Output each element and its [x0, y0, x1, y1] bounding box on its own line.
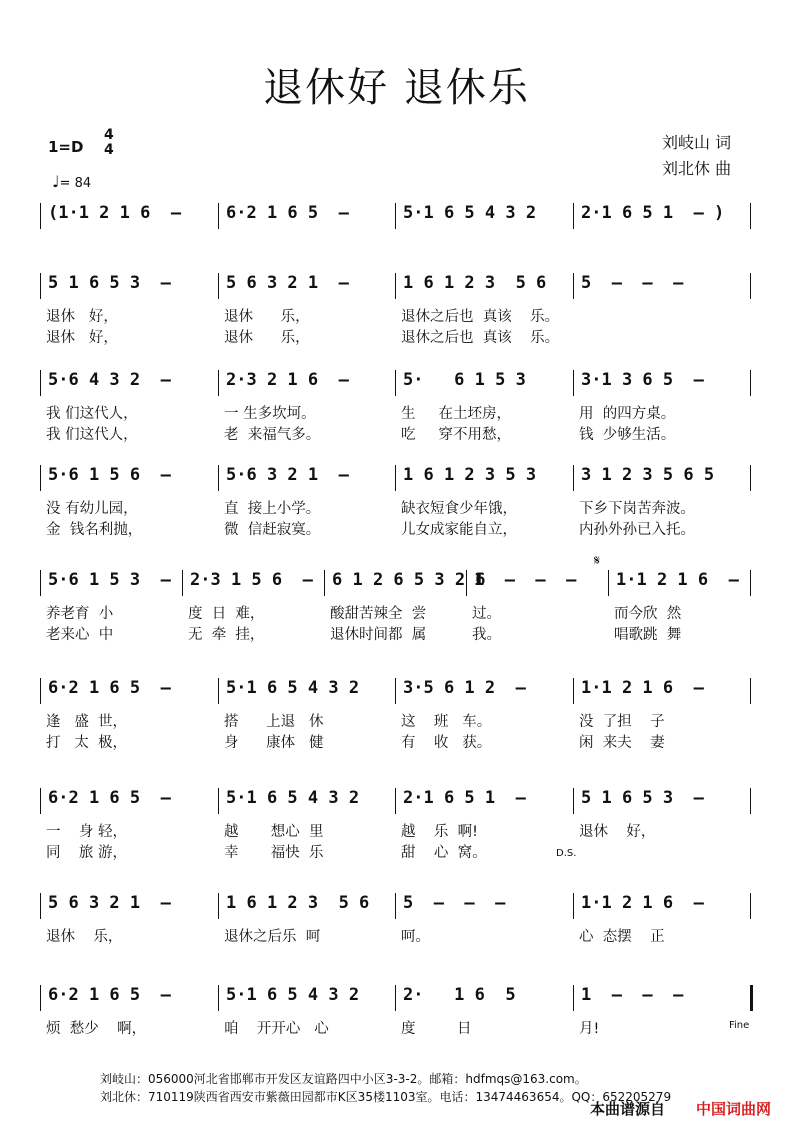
bar-line: [395, 273, 396, 299]
lyric-verse-2: 同 旅 游，: [46, 845, 128, 861]
bar-line: [750, 985, 753, 1011]
measure-notes: 2·1 6 5 1 – ): [581, 203, 725, 223]
lyric-verse-1: 呵。: [401, 929, 430, 945]
measure-notes: 3·1 3 6 5 –: [581, 370, 704, 390]
measure-notes: 1 6 1 2 3 5 3: [403, 465, 537, 485]
lyric-verse-1: 烦 愁少 啊，: [46, 1021, 147, 1037]
lyric-verse-1: 而今欣 然: [614, 606, 682, 622]
lyric-verse-2: 老 来福气多。: [224, 427, 321, 443]
bar-line: [395, 370, 396, 396]
bar-line: [750, 203, 751, 229]
measure-notes: 2·3 2 1 6 –: [226, 370, 349, 390]
measure-notes: 5·1 6 5 4 3 2: [226, 678, 360, 698]
bar-line: [395, 465, 396, 491]
bar-line: [218, 788, 219, 814]
lyric-verse-2: 无 牵 挂，: [188, 627, 265, 643]
bar-line: [573, 465, 574, 491]
measure-notes: 1·1 2 1 6 –: [581, 678, 704, 698]
bar-line: [218, 678, 219, 704]
bar-line: [573, 273, 574, 299]
lyric-verse-1: 用 的四方桌。: [579, 406, 676, 422]
bar-line: [40, 893, 41, 919]
lyric-verse-2: 内孙外孙已入托。: [579, 522, 695, 538]
time-signature-bottom: 4: [104, 142, 114, 158]
lyric-verse-1: 没 有幼儿园，: [46, 501, 138, 517]
bar-line: [40, 678, 41, 704]
measure-notes: 1 6 1 2 3 5 6: [403, 273, 547, 293]
music-system: [40, 985, 755, 1055]
bar-line: [182, 570, 183, 596]
lyric-verse-1: 退休之后乐 呵: [224, 929, 321, 945]
quarter-note-icon: ♩: [52, 172, 60, 191]
measure-notes: 5 1 6 5 3 –: [581, 788, 704, 808]
bar-line: [324, 570, 325, 596]
footer-address-2: 刘北休：710119陕西省西安市紫薇田园都市K区35楼1103室。电话：13474463654。QQ：652205279: [100, 1090, 672, 1104]
bar-line: [573, 893, 574, 919]
bar-line: [218, 893, 219, 919]
bar-line: [573, 203, 574, 229]
lyric-verse-1: 直 接上小学。: [224, 501, 321, 517]
lyric-verse-1: 咱 开开心 心: [224, 1021, 329, 1037]
lyric-verse-2: 钱 少够生活。: [579, 427, 676, 443]
bar-line: [40, 465, 41, 491]
music-system: [40, 370, 755, 443]
composer-credit: 刘北休 曲: [662, 159, 732, 178]
measure-notes: 1 – – –: [581, 985, 684, 1005]
bar-line: [395, 893, 396, 919]
bar-line: [218, 465, 219, 491]
bar-line: [395, 985, 396, 1011]
music-system: [40, 465, 755, 538]
measure-notes: 5·6 1 5 3 –: [48, 570, 171, 590]
lyric-verse-2: 退休时间都 属: [330, 627, 427, 643]
lyric-verse-1: 逢 盛 世，: [46, 714, 128, 730]
measure-notes: 5·1 6 5 4 3 2: [226, 788, 360, 808]
measure-notes: 5 6 3 2 1 –: [48, 893, 171, 913]
measure-notes: 2· 1 6 5: [403, 985, 516, 1005]
lyric-verse-2: 幸 福快 乐: [224, 845, 324, 861]
tempo-text: = 84: [59, 176, 92, 191]
segno-icon: 𝄋: [594, 553, 601, 569]
lyric-verse-1: 下乡下岗苦奔波。: [579, 501, 695, 517]
lyric-verse-2: 退休 好，: [46, 330, 118, 346]
music-system: [40, 570, 755, 643]
footer-address-1: 刘岐山：056000河北省邯郸市开发区友谊路四中小区3-3-2。邮箱：hdfmqs@163.com。: [100, 1072, 587, 1086]
measure-notes: 6·2 1 6 5 –: [48, 985, 171, 1005]
da-segno-mark: D.S.: [556, 848, 577, 859]
measure-notes: 6 1 2 6 5 3 2 6: [332, 570, 486, 590]
bar-line: [40, 788, 41, 814]
lyric-verse-1: 度 日 难，: [188, 606, 265, 622]
bar-line: [218, 203, 219, 229]
lyric-verse-2: 金 钱名利抛，: [46, 522, 143, 538]
measure-notes: 3·5 6 1 2 –: [403, 678, 526, 698]
lyric-verse-1: 退休 乐，: [224, 309, 310, 325]
bar-line: [40, 273, 41, 299]
measure-notes: 2·1 6 5 1 –: [403, 788, 526, 808]
lyric-verse-2: 唱歌跳 舞: [614, 627, 682, 643]
music-system: [40, 273, 755, 346]
fine-mark: Fine: [729, 1020, 750, 1031]
bar-line: [750, 273, 751, 299]
lyric-verse-1: 生 在土坯房，: [401, 406, 512, 422]
lyric-verse-1: 退休 好，: [46, 309, 118, 325]
music-system: [40, 678, 755, 751]
time-signature-top: 4: [104, 127, 114, 143]
measure-notes: 5 6 3 2 1 –: [226, 273, 349, 293]
lyric-verse-1: 养老育 小: [46, 606, 114, 622]
lyric-verse-2: 我。: [472, 627, 501, 643]
lyric-verse-2: 吃 穿不用愁，: [401, 427, 512, 443]
bar-line: [218, 985, 219, 1011]
measure-notes: 5·1 6 5 4 3 2: [226, 985, 360, 1005]
lyric-verse-1: 这 班 车。: [401, 714, 492, 730]
lyric-verse-1: 没 了担 子: [579, 714, 665, 730]
bar-line: [218, 370, 219, 396]
lyric-verse-1: 一 身 轻，: [46, 824, 128, 840]
tempo-marking: [52, 172, 91, 191]
lyric-verse-1: 月!: [579, 1021, 600, 1037]
lyric-verse-1: 越 想心 里: [224, 824, 324, 840]
bar-line: [750, 893, 751, 919]
measure-notes: 5 – – –: [581, 273, 684, 293]
lyric-verse-2: 退休 乐，: [224, 330, 310, 346]
measure-notes: 5 1 6 5 3 –: [48, 273, 171, 293]
bar-line: [573, 678, 574, 704]
bar-line: [40, 985, 41, 1011]
lyric-verse-1: 退休 乐，: [46, 929, 123, 945]
measure-notes: 5·6 4 3 2 –: [48, 370, 171, 390]
measure-notes: 5·6 1 5 6 –: [48, 465, 171, 485]
bar-line: [40, 203, 41, 229]
lyric-verse-2: 打 太 极，: [46, 735, 128, 751]
lyric-verse-2: 我 们这代人，: [46, 427, 138, 443]
measure-notes: 5·1 6 5 4 3 2: [403, 203, 537, 223]
measure-notes: 5 – – –: [403, 893, 506, 913]
measure-notes: 1·1 2 1 6 –: [581, 893, 704, 913]
measure-notes: 1 6 1 2 3 5 6: [226, 893, 370, 913]
bar-line: [40, 570, 41, 596]
lyric-verse-1: 度 日: [401, 1021, 472, 1037]
bar-line: [395, 678, 396, 704]
lyric-verse-1: 心 态摆 正: [579, 929, 665, 945]
bar-line: [218, 273, 219, 299]
song-title: 退休好 退休乐: [263, 65, 530, 111]
lyric-verse-1: 我 们这代人，: [46, 406, 138, 422]
bar-line: [750, 370, 751, 396]
measure-notes: 6·2 1 6 5 –: [48, 788, 171, 808]
site-logo-text[interactable]: 中国词曲网: [696, 1100, 772, 1118]
lyric-verse-2: 闲 来夫 妻: [579, 735, 665, 751]
bar-line: [573, 370, 574, 396]
lyric-verse-2: 甜 心 窝。: [401, 845, 487, 861]
measure-notes: 5· 6 1 5 3: [403, 370, 526, 390]
lyric-verse-2: 身 康体 健: [224, 735, 324, 751]
source-label: 本曲谱源自: [590, 1100, 666, 1118]
lyric-verse-1: 酸甜苦辣全 尝: [330, 606, 427, 622]
lyric-verse-1: 退休之后也 真该 乐。: [401, 309, 560, 325]
lyric-verse-2: 微 信赶寂寞。: [224, 522, 321, 538]
bar-line: [750, 465, 751, 491]
bar-line: [750, 788, 751, 814]
lyric-verse-1: 越 乐 啊!: [401, 824, 478, 840]
bar-line: [395, 203, 396, 229]
lyric-verse-2: 儿女成家能自立，: [401, 522, 517, 538]
lyric-verse-1: 缺衣短食少年饿，: [401, 501, 517, 517]
measure-notes: (1·1 2 1 6 –: [48, 203, 182, 223]
music-system: [40, 788, 755, 861]
bar-line: [573, 985, 574, 1011]
measure-notes: 6·2 1 6 5 –: [226, 203, 349, 223]
bar-line: [750, 570, 751, 596]
measure-notes: 6·2 1 6 5 –: [48, 678, 171, 698]
time-signature: [104, 128, 114, 158]
bar-line: [608, 570, 609, 596]
bar-line: [750, 678, 751, 704]
key-signature: 1=D: [48, 138, 84, 156]
lyric-verse-2: 老来心 中: [46, 627, 114, 643]
measure-notes: 1·1 2 1 6 –: [616, 570, 739, 590]
lyric-verse-2: 有 收 获。: [401, 735, 492, 751]
lyric-verse-1: 搭 上退 休: [224, 714, 324, 730]
measure-notes: 2·3 1 5 6 –: [190, 570, 313, 590]
bar-line: [40, 370, 41, 396]
music-system: [40, 203, 755, 273]
lyric-verse-1: 一 生多坎坷。: [224, 406, 316, 422]
lyric-verse-1: 过。: [472, 606, 501, 622]
measure-notes: 1 – – –: [474, 570, 577, 590]
measure-notes: 3 1 2 3 5 6 5: [581, 465, 715, 485]
bar-line: [573, 788, 574, 814]
lyric-verse-2: 退休之后也 真该 乐。: [401, 330, 560, 346]
lyricist-credit: 刘岐山 词: [662, 133, 732, 152]
measure-notes: 5·6 3 2 1 –: [226, 465, 349, 485]
bar-line: [395, 788, 396, 814]
lyric-verse-1: 退休 好，: [579, 824, 656, 840]
music-system: [40, 893, 755, 963]
